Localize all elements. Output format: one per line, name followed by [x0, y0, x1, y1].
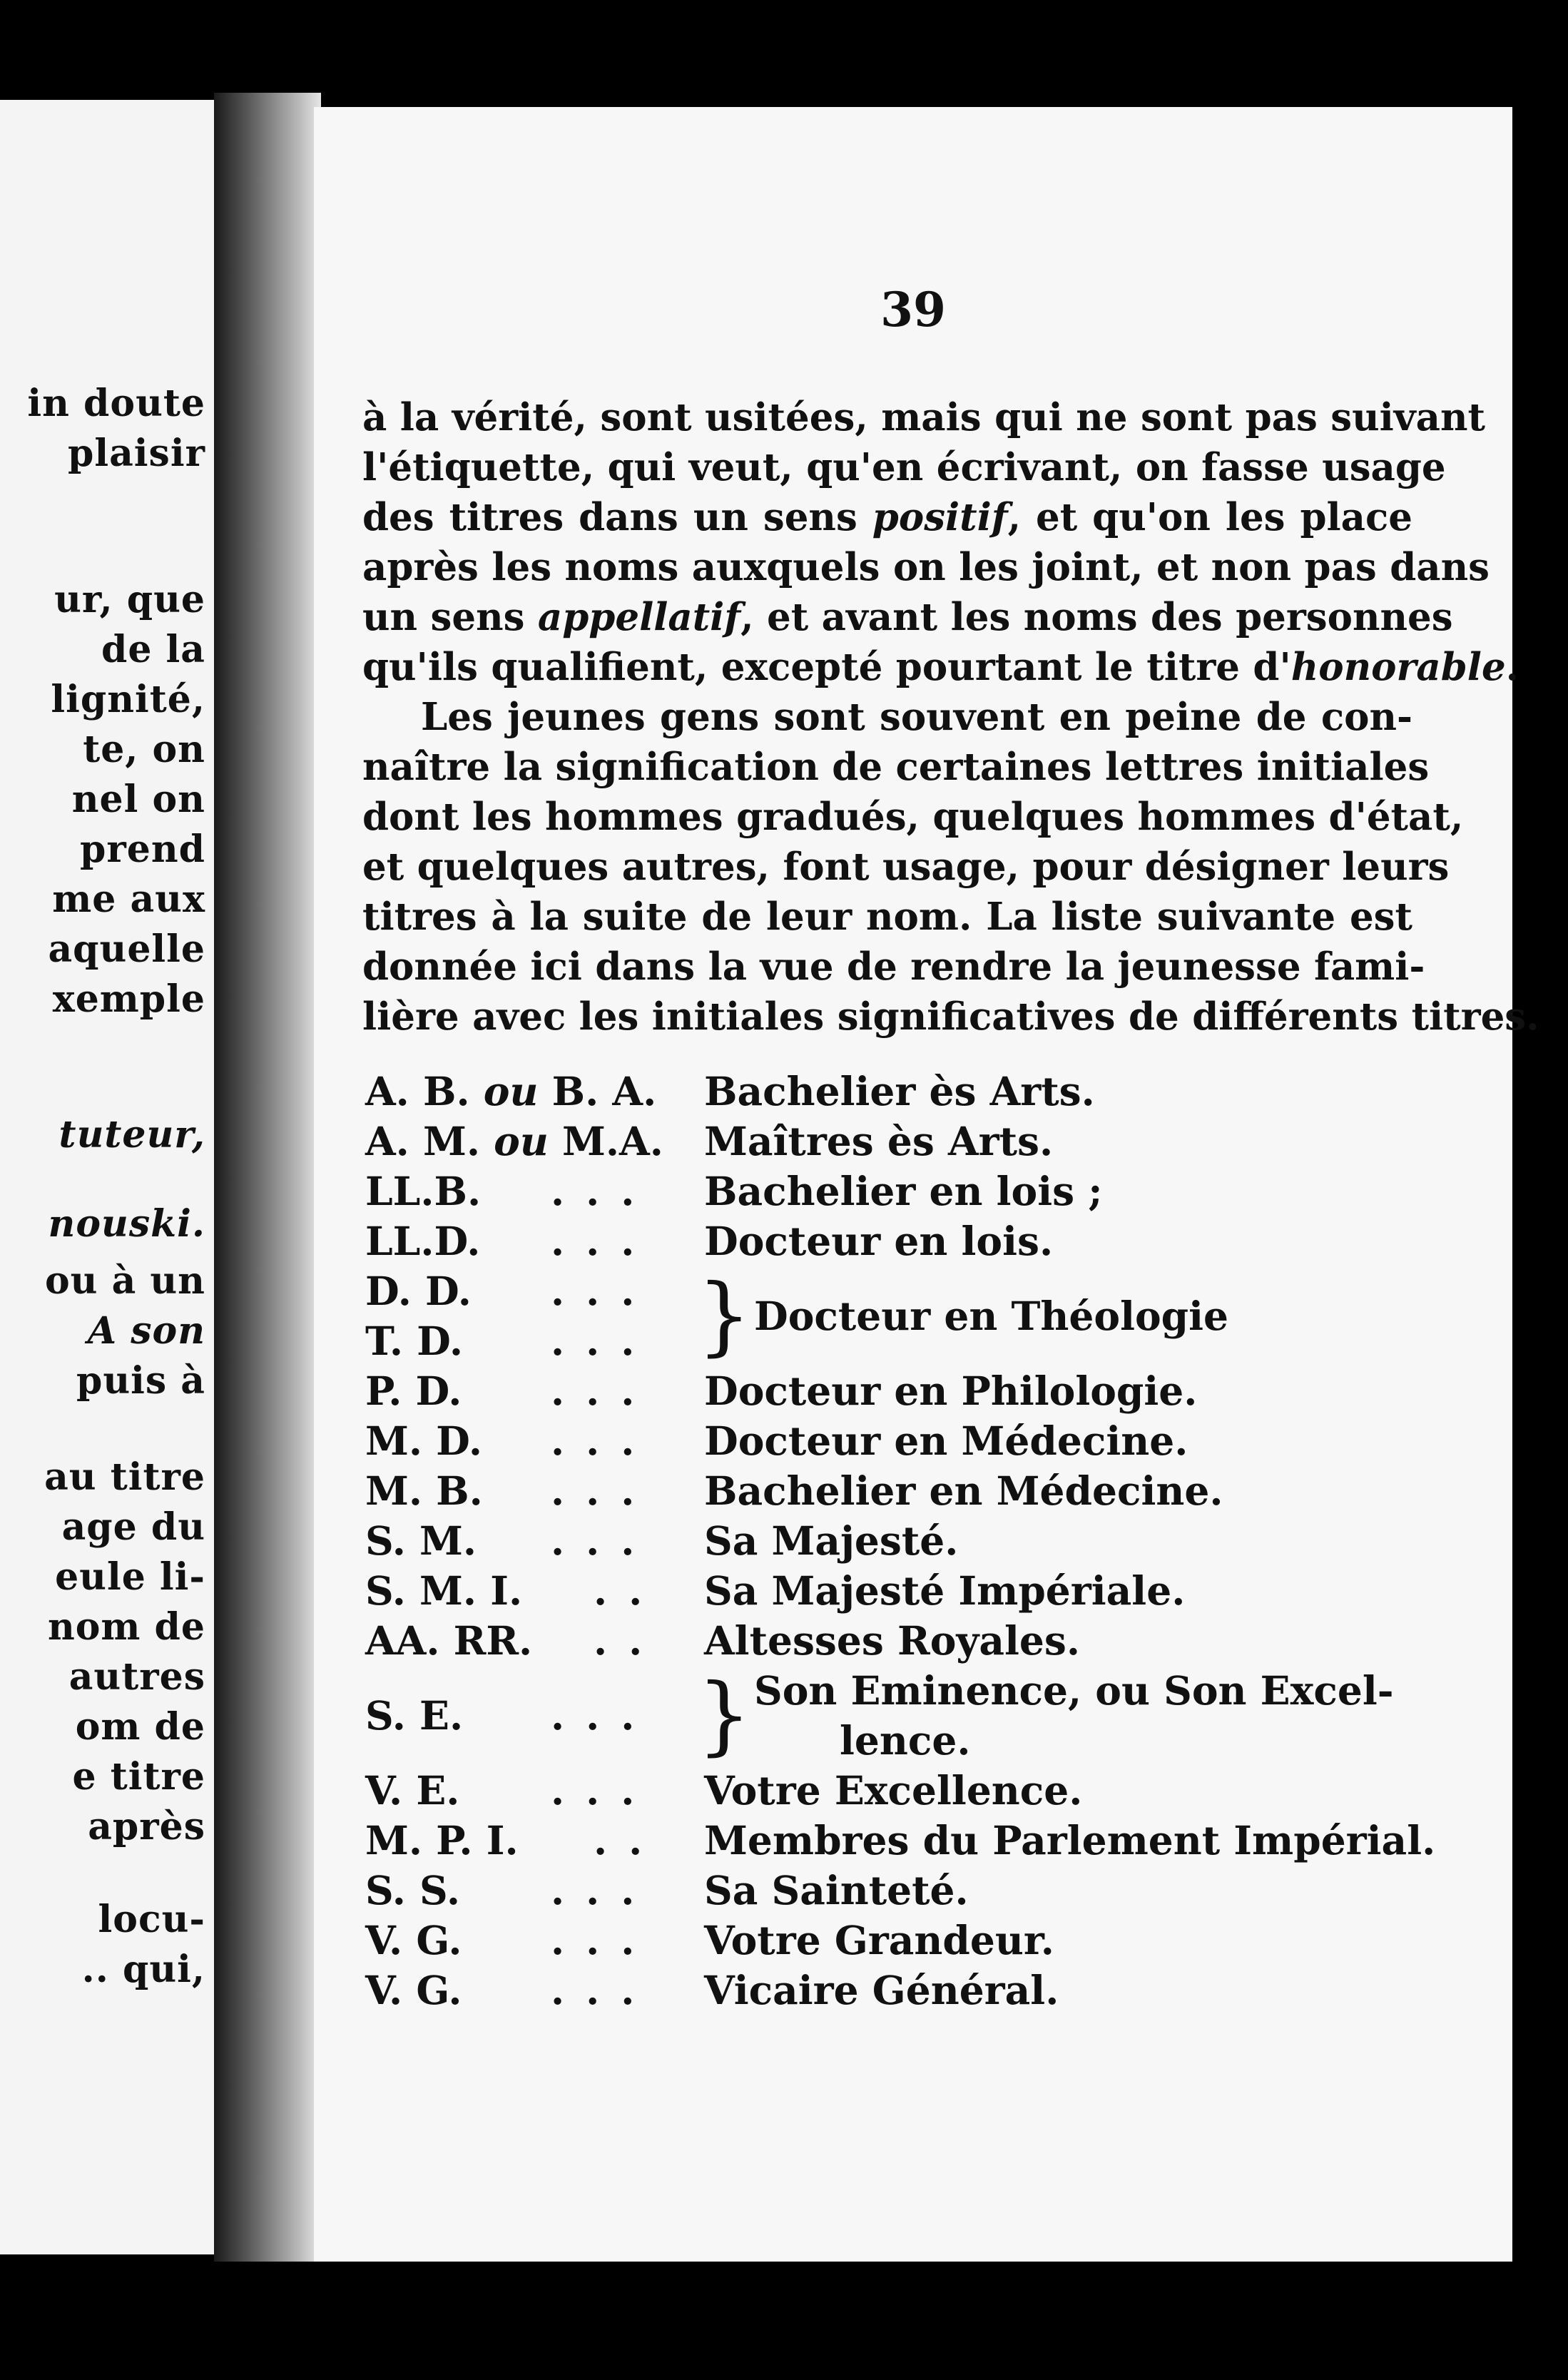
left-fragment: ur, que — [54, 578, 205, 621]
text-line: dont les hommes gradués, quelques hommes d'état, — [362, 795, 1464, 839]
left-fragment: eule li- — [55, 1555, 205, 1599]
left-fragment: puis à — [76, 1359, 205, 1403]
list-item — [365, 1416, 1435, 1466]
leader-dots: ... — [551, 1692, 656, 1739]
left-fragment: au titre — [44, 1455, 205, 1499]
definition: Bachelier en lois ; — [704, 1168, 1103, 1214]
definition: Docteur en Philologie. — [704, 1368, 1198, 1414]
left-fragment: prend — [79, 828, 205, 871]
definition: Votre Excellence. — [704, 1767, 1083, 1814]
abbreviation: S. M. I. — [365, 1567, 523, 1614]
abbreviation: P. D. — [365, 1368, 462, 1414]
left-fragment: nouski. — [48, 1202, 205, 1246]
left-fragment: ou à un — [44, 1259, 205, 1303]
list-item — [365, 1366, 1435, 1416]
abbreviation-list — [365, 1067, 1435, 2015]
left-fragment: de la — [101, 628, 205, 671]
abbreviation: M. D. — [365, 1418, 483, 1464]
definition: Docteur en Médecine. — [704, 1418, 1188, 1464]
abbreviation: A. M. ou M.A. — [365, 1118, 663, 1164]
text-line: l'étiquette, qui veut, qu'en écrivant, on fasse usage — [362, 445, 1446, 489]
left-fragment: xemple — [52, 977, 205, 1021]
list-item — [365, 1166, 1435, 1216]
abbreviation: D. D. — [365, 1268, 472, 1314]
text-line: Les jeunes gens sont souvent en peine de con- — [421, 695, 1412, 739]
list-item — [365, 1216, 1435, 1266]
abbreviation: AA. RR. — [365, 1617, 533, 1664]
text-line: un sens appellatif, et avant les noms des personnes — [362, 595, 1453, 639]
leader-dots: ... — [551, 1418, 656, 1464]
abbreviation: LL.D. — [365, 1218, 481, 1264]
leader-dots: ... — [551, 1767, 656, 1814]
italic-term: honorable — [1290, 645, 1506, 689]
leader-dots: ... — [551, 1867, 656, 1913]
abbreviation: V. E. — [365, 1767, 460, 1814]
list-item — [365, 1916, 1435, 1965]
list-item — [365, 1965, 1435, 2015]
list-item — [365, 1866, 1435, 1916]
definition: Docteur en lois. — [704, 1218, 1054, 1264]
left-fragment: om de — [75, 1705, 205, 1749]
abbreviation: V. G. — [365, 1967, 462, 2013]
definition: Maîtres ès Arts. — [704, 1118, 1054, 1164]
leader-dots: ... — [551, 1268, 656, 1314]
leader-dots: .. — [594, 1817, 664, 1863]
page-number: 39 — [880, 282, 946, 337]
list-item — [365, 1117, 1435, 1166]
left-fragment: nel on — [71, 778, 205, 821]
list-item — [365, 1466, 1435, 1516]
abbreviation: LL.B. — [365, 1168, 482, 1214]
left-fragment: plaisir — [68, 432, 205, 475]
definition: Altesses Royales. — [704, 1617, 1080, 1664]
definition: Membres du Parlement Impérial. — [704, 1817, 1436, 1863]
left-fragment: me aux — [52, 878, 205, 921]
definition: Son Eminence, ou Son Excel- lence. — [754, 1667, 1394, 1764]
paragraph-1 — [362, 392, 1519, 692]
left-fragment: age du — [61, 1505, 205, 1549]
abbreviation: M. P. I. — [365, 1817, 519, 1863]
list-item — [365, 1816, 1435, 1866]
definition: Bachelier ès Arts. — [704, 1068, 1095, 1114]
brace-icon: } — [697, 1266, 752, 1366]
leader-dots: ... — [551, 1967, 656, 2013]
leader-dots: ... — [551, 1517, 656, 1564]
list-item — [365, 1067, 1435, 1117]
abbreviation: V. G. — [365, 1917, 462, 1963]
definition: Vicaire Général. — [704, 1967, 1059, 2013]
facing-page-fragment — [0, 100, 214, 2254]
text-line: et quelques autres, font usage, pour désigner leurs — [362, 845, 1450, 889]
brace-icon: } — [697, 1666, 752, 1765]
italic-term: positif — [872, 495, 1008, 539]
definition: Sa Majesté Impériale. — [704, 1567, 1186, 1614]
text-line: à la vérité, sont usitées, mais qui ne sont pas suivant — [362, 395, 1485, 439]
abbreviation: A. B. ou B. A. — [365, 1068, 657, 1114]
list-item — [365, 1616, 1435, 1666]
left-fragment: A son — [87, 1309, 205, 1353]
left-fragment: tuteur, — [58, 1113, 205, 1156]
text-line: titres à la suite de leur nom. La liste suivante est — [362, 895, 1412, 939]
abbreviation: M. B. — [365, 1468, 483, 1514]
leader-dots: .. — [594, 1567, 664, 1614]
definition: Votre Grandeur. — [704, 1917, 1054, 1963]
text-line: après les noms auxquels on les joint, et non pas dans — [362, 545, 1490, 589]
left-fragment: .. qui, — [81, 1948, 205, 1991]
leader-dots: ... — [551, 1468, 656, 1514]
abbreviation: T. D. — [365, 1318, 464, 1364]
abbreviation: S. S. — [365, 1867, 460, 1913]
definition: Sa Sainteté. — [704, 1867, 969, 1913]
text-line: des titres dans un sens positif, et qu'on les place — [362, 495, 1412, 539]
left-fragment: e titre — [72, 1755, 205, 1799]
list-item — [365, 1316, 1435, 1366]
leader-dots: ... — [551, 1218, 656, 1264]
definition: Sa Majesté. — [704, 1517, 959, 1564]
abbreviation: S. E. — [365, 1692, 464, 1739]
list-item — [365, 1566, 1435, 1616]
left-fragment: lignité, — [51, 678, 205, 721]
list-item — [365, 1516, 1435, 1566]
italic-term: appellatif — [537, 595, 741, 639]
paragraph-2 — [362, 692, 1539, 1042]
left-fragment: autres — [68, 1655, 205, 1699]
leader-dots: ... — [551, 1368, 656, 1414]
text-line: lière avec les initiales significatives de différents titres. — [362, 995, 1539, 1039]
leader-dots: .. — [594, 1617, 664, 1664]
book-page — [314, 107, 1539, 2262]
leader-dots: ... — [551, 1168, 656, 1214]
left-fragment: locu- — [98, 1898, 205, 1941]
definition: Docteur en Théologie — [754, 1293, 1229, 1339]
left-fragment: aquelle — [48, 927, 205, 971]
leader-dots: ... — [551, 1318, 656, 1364]
left-fragment: in doute — [27, 382, 205, 425]
abbreviation: S. M. — [365, 1517, 477, 1564]
list-item — [365, 1666, 1435, 1766]
text-line: naître la signification de certaines lettres initiales — [362, 745, 1430, 789]
definition: Bachelier en Médecine. — [704, 1468, 1223, 1514]
left-fragment: nom de — [47, 1605, 205, 1649]
left-fragment: te, on — [83, 728, 205, 771]
text-line: donnée ici dans la vue de rendre la jeunesse fami- — [362, 945, 1425, 989]
book-gutter — [214, 93, 321, 2262]
leader-dots: ... — [551, 1917, 656, 1963]
list-item — [365, 1766, 1435, 1816]
text-line: qu'ils qualifient, excepté pourtant le titre d'honorable. — [362, 645, 1519, 689]
left-fragment: après — [88, 1805, 205, 1848]
